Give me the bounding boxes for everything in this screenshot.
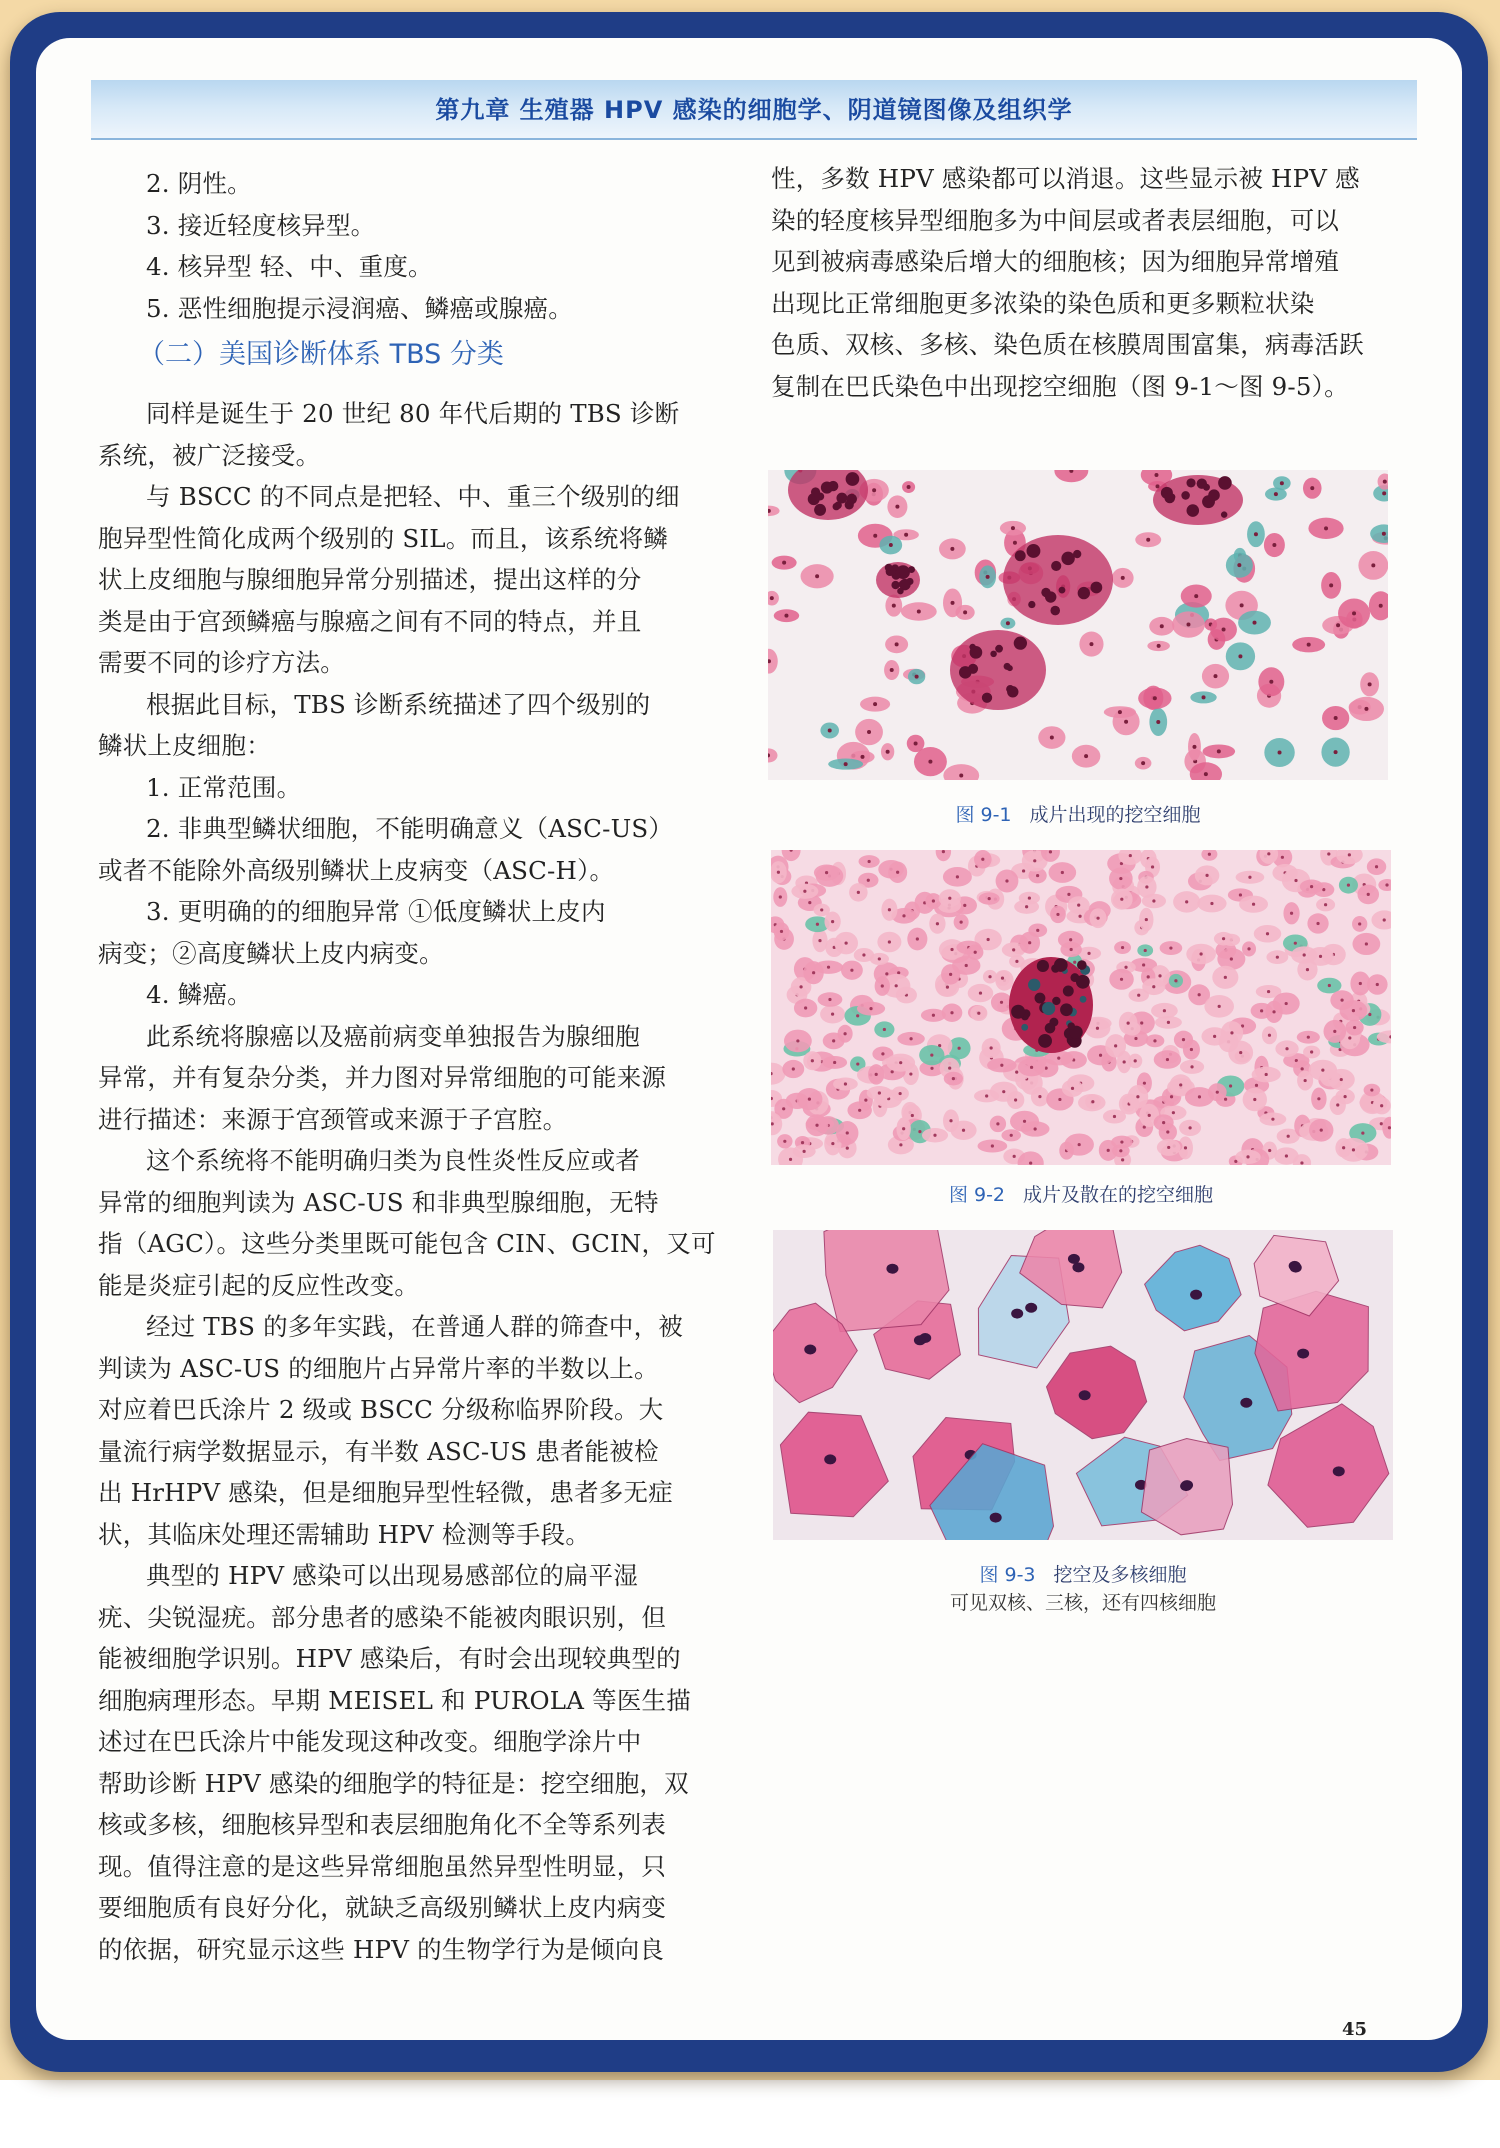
right-text-column <box>771 158 1441 407</box>
text-line: 类是由于宫颈鳞癌与腺癌之间有不同的特点，并且 <box>98 606 642 636</box>
text-line: 疣、尖锐湿疣。部分患者的感染不能被肉眼识别，但 <box>98 1602 667 1632</box>
text-line: 要细胞质有良好分化，就缺乏高级别鳞状上皮内病变 <box>98 1893 667 1922</box>
text-line: 4. 鳞癌。 <box>146 980 252 1009</box>
text-line: 的依据，研究显示这些 HPV 的生物学行为是倾向良 <box>98 1934 665 1964</box>
left-text-column <box>98 163 756 1970</box>
text-line: 色质、双核、多核、染色质在核膜周围富集，病毒活跃 <box>771 330 1364 359</box>
figure-9-3-micrograph <box>773 1230 1393 1540</box>
text-line: 根据此目标，TBS 诊断系统描述了四个级别的 <box>146 689 651 719</box>
text-line: 2. 非典型鳞状细胞，不能明确意义（ASC-US） <box>146 814 674 843</box>
text-line: 见到被病毒感染后增大的细胞核；因为细胞异常增殖 <box>771 247 1340 276</box>
text-line: 细胞病理形态。早期 MEISEL 和 PUROLA 等医生描 <box>98 1685 691 1715</box>
text-line: 判读为 ASC-US 的细胞片占异常片率的半数以上。 <box>98 1353 659 1383</box>
figure-9-2-micrograph <box>771 850 1391 1165</box>
figure-caption-text: 成片及散在的挖空细胞 <box>1023 1184 1214 1206</box>
text-line: 异常的细胞判读为 ASC-US 和非典型腺细胞，无特 <box>98 1187 659 1217</box>
book-page <box>36 38 1462 2040</box>
text-line: 3. 更明确的的细胞异常 ①低度鳞状上皮内 <box>146 897 606 926</box>
bottom-margin <box>0 2080 1500 2148</box>
text-line: 1. 正常范围。 <box>146 772 302 802</box>
figure-number: 图 9-1 <box>955 804 1012 826</box>
text-line: 对应着巴氏涂片 2 级或 BSCC 分级称临界阶段。大 <box>98 1395 664 1424</box>
text-line: 帮助诊断 HPV 感染的细胞学的特征是：挖空细胞，双 <box>98 1768 689 1798</box>
text-line: 或者不能除外高级别鳞状上皮病变（ASC-H）。 <box>98 855 615 885</box>
text-line: 3. 接近轻度核异型。 <box>146 210 376 240</box>
text-line: 出现比正常细胞更多浓染的染色质和更多颗粒状染 <box>771 288 1315 318</box>
figure-caption-text: 挖空及多核细胞 <box>1053 1564 1187 1586</box>
text-line: 这个系统将不能明确归类为良性炎性反应或者 <box>146 1146 640 1175</box>
text-line: 述过在巴氏涂片中能发现这种改变。细胞学涂片中 <box>98 1727 642 1756</box>
chapter-title: 第九章 生殖器 HPV 感染的细胞学、阴道镜图像及组织学 <box>435 96 1073 124</box>
chapter-header <box>91 80 1417 140</box>
figure-9-3-subcaption: 可见双核、三核，还有四核细胞 <box>949 1592 1216 1614</box>
figure-9-3-caption <box>773 1560 1393 1587</box>
text-line: 复制在巴氏染色中出现挖空细胞（图 9-1～图 9-5）。 <box>771 371 1349 401</box>
text-line: 典型的 HPV 感染可以出现易感部位的扁平湿 <box>146 1561 639 1590</box>
text-line: 指（AGC）。这些分类里既可能包含 CIN、GCIN，又可 <box>98 1229 716 1258</box>
text-line: 现。值得注意的是这些异常细胞虽然异型性明显，只 <box>98 1851 667 1881</box>
text-line: 胞异型性简化成两个级别的 SIL。而且，该系统将鳞 <box>98 523 669 553</box>
text-line: 状上皮细胞与腺细胞异常分别描述，提出这样的分 <box>98 565 642 594</box>
figure-9-1-caption <box>768 800 1388 827</box>
text-line: 出 HrHPV 感染，但是细胞异型性轻微，患者多无症 <box>98 1478 673 1507</box>
text-line: 经过 TBS 的多年实践，在普通人群的筛查中，被 <box>146 1312 684 1341</box>
text-line: 能是炎症引起的反应性改变。 <box>98 1270 420 1300</box>
figure-caption-text: 成片出现的挖空细胞 <box>1029 804 1201 826</box>
text-line: 量流行病学数据显示，有半数 ASC-US 患者能被检 <box>98 1436 659 1466</box>
text-line: 性，多数 HPV 感染都可以消退。这些显示被 HPV 感 <box>771 164 1360 193</box>
text-line: 染的轻度核异型细胞多为中间层或者表层细胞，可以 <box>771 205 1340 235</box>
text-line: 同样是诞生于 20 世纪 80 年代后期的 TBS 诊断 <box>146 399 680 428</box>
text-line: 能被细胞学识别。HPV 感染后，有时会出现较典型的 <box>98 1644 681 1673</box>
figure-number: 图 9-3 <box>979 1564 1036 1586</box>
figure-9-1-micrograph <box>768 470 1388 780</box>
text-line: 核或多核，细胞核异型和表层细胞角化不全等系列表 <box>98 1810 667 1839</box>
text-line: 4. 核异型 轻、中、重度。 <box>146 252 433 281</box>
text-line: 病变；②高度鳞状上皮内病变。 <box>98 938 444 968</box>
figure-9-2-caption <box>771 1180 1391 1207</box>
figure-number: 图 9-2 <box>948 1184 1006 1206</box>
text-line: 系统，被广泛接受。 <box>98 440 321 470</box>
text-line: 5. 恶性细胞提示浸润癌、鳞癌或腺癌。 <box>146 293 573 323</box>
text-line: 与 BSCC 的不同点是把轻、中、重三个级别的细 <box>146 482 680 511</box>
text-line: 鳞状上皮细胞： <box>98 731 271 760</box>
page-number: 45 <box>1341 2019 1367 2040</box>
section-heading: （二）美国诊断体系 TBS 分类 <box>138 339 504 370</box>
text-line: 需要不同的诊疗方法。 <box>98 648 345 677</box>
text-line: 进行描述：来源于宫颈管或来源于子宫腔。 <box>98 1104 568 1134</box>
text-line: 此系统将腺癌以及癌前病变单独报告为腺细胞 <box>146 1021 640 1051</box>
text-line: 2. 阴性。 <box>146 169 252 198</box>
text-line: 异常，并有复杂分类，并力图对异常细胞的可能来源 <box>98 1063 667 1092</box>
text-line: 状，其临床处理还需辅助 HPV 检测等手段。 <box>98 1519 591 1549</box>
